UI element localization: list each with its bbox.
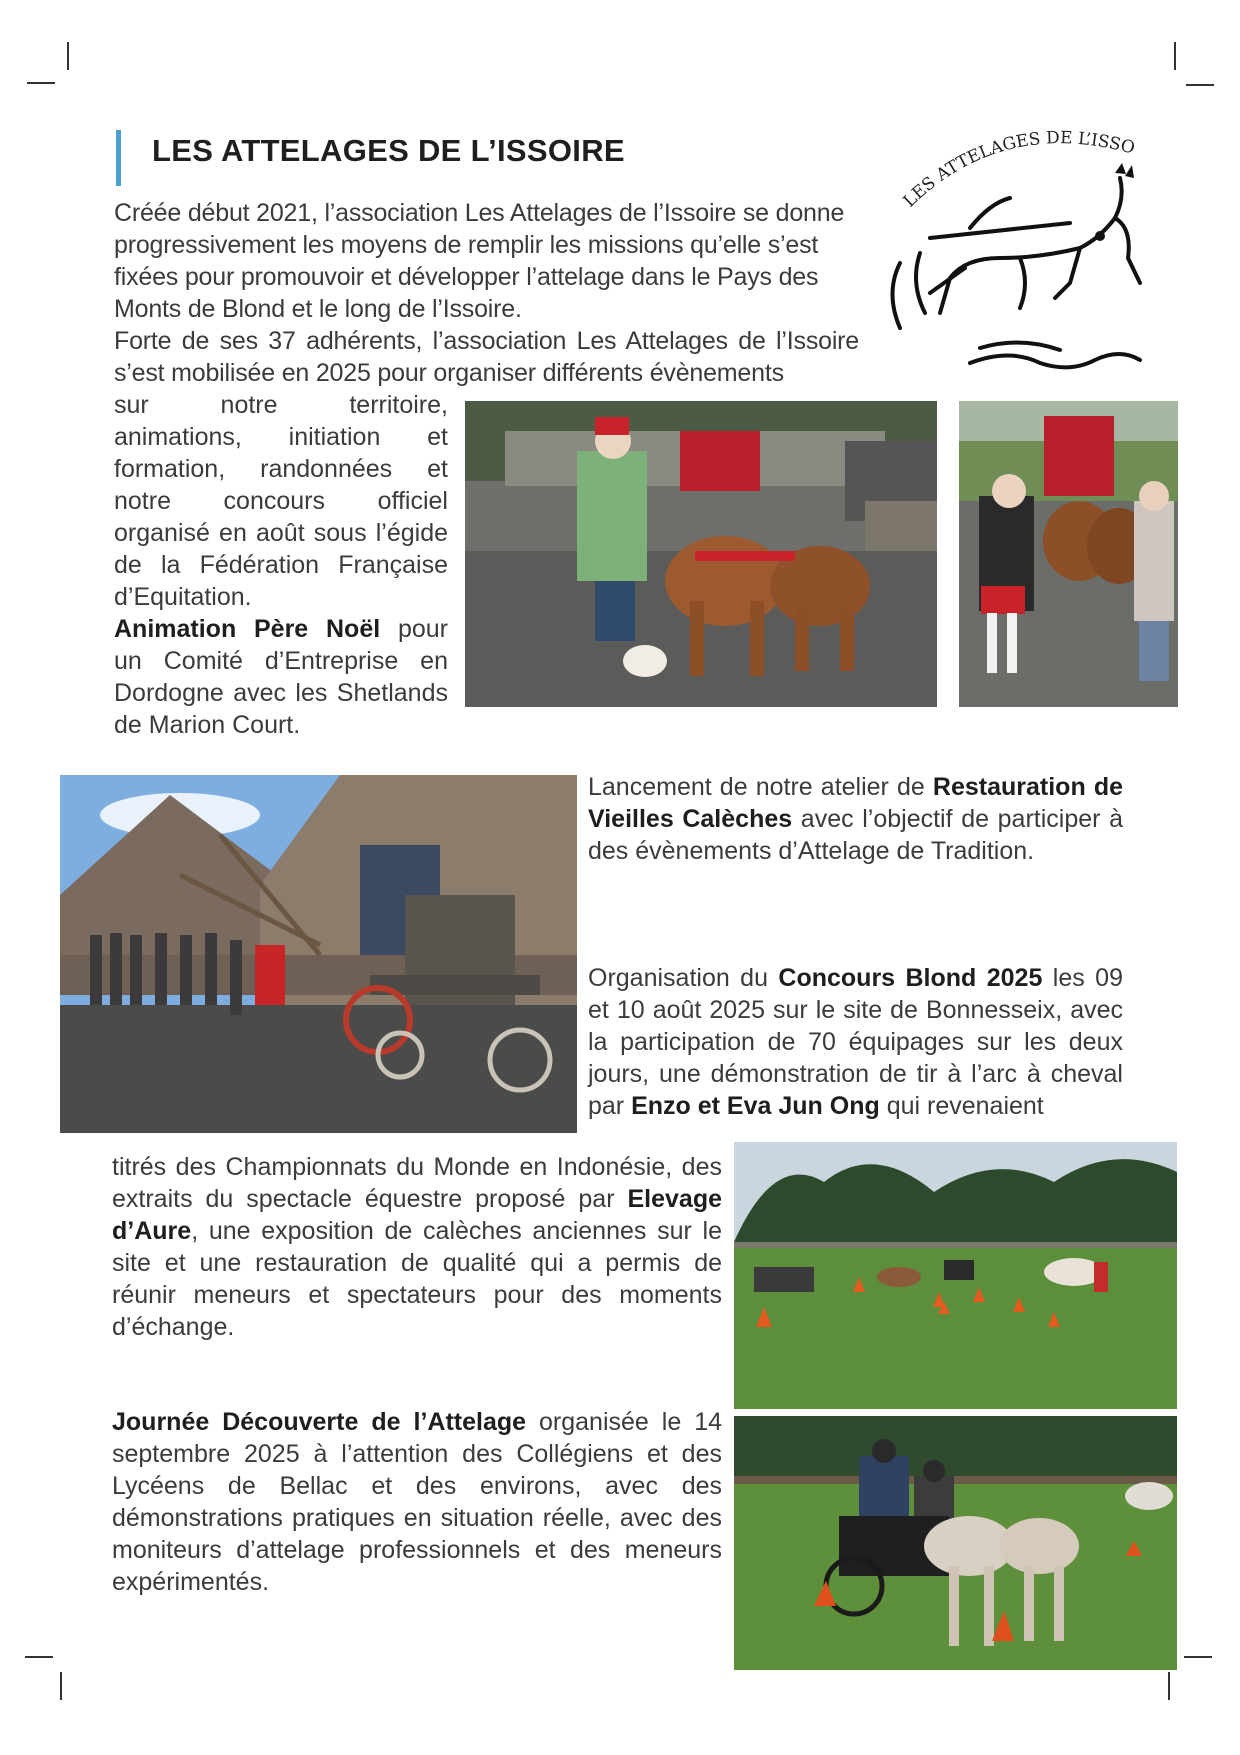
concours-heading: Concours Blond 2025 xyxy=(778,964,1043,992)
titres-paragraph xyxy=(112,1151,722,1343)
page-title: LES ATTELAGES DE L’ISSOIRE xyxy=(152,133,625,168)
photo-journee-decouverte xyxy=(734,1416,1177,1670)
titres-text: , une exposition de calèches anciennes sur le site et une restauration de qualité qui a permis de réunir meneurs et spectateurs pour des moments d’échange. xyxy=(112,1217,722,1341)
intro-paragraph-2-continued: sur notre territoire, animations, initiation et formation, randonnées et notre concours officiel organisé en août sous l’égide de la Fédération Française d’Equitation. xyxy=(114,391,448,611)
journee-heading: Journée Découverte de l’Attelage xyxy=(112,1408,527,1436)
svg-text:LES ATTELAGES DE L’ISSOIRE xyxy=(870,108,1137,211)
intro-paragraph-2: Forte de ses 37 adhérents, l’association Les Attelages de l’Issoire s’est mobilisée en 2025 pour organiser différents évènements xyxy=(114,327,859,387)
crop-mark xyxy=(60,1672,62,1700)
crop-mark xyxy=(27,82,55,84)
concours-text: les 09 et 10 août 2025 sur le site de Bonnesseix, avec la participation de 70 équipages sur les deux jours, une démonstration de tir à l’arc à cheval par xyxy=(588,964,1123,1120)
concours-text-end: qui revenaient xyxy=(879,1092,1044,1120)
noel-paragraph xyxy=(114,613,448,741)
crop-mark xyxy=(1174,42,1176,70)
restauration-heading: Restauration de Vieilles Calèches xyxy=(588,773,1123,833)
restauration-text: avec l’objectif de participer à des évènements d’Attelage de Tradition. xyxy=(588,805,1123,865)
photo-children-ponies xyxy=(959,401,1178,707)
photo-concours-terrain xyxy=(734,1142,1177,1409)
journee-paragraph xyxy=(112,1406,722,1598)
noel-heading: Animation Père Noël xyxy=(114,615,381,643)
concours-text-pre: Organisation du xyxy=(588,964,779,992)
crop-mark xyxy=(1186,84,1214,86)
crop-mark xyxy=(25,1656,53,1658)
restauration-text-pre: Lancement de notre atelier de xyxy=(588,773,933,801)
photo-vieilles-caleches xyxy=(60,775,577,1133)
crop-mark xyxy=(67,42,69,70)
concours-paragraph xyxy=(588,962,1123,1122)
crop-mark xyxy=(1168,1672,1170,1700)
logo-lettering: LES ATTELAGES DE L’ISSO xyxy=(899,128,1137,212)
crop-mark xyxy=(1184,1656,1212,1658)
restauration-paragraph xyxy=(588,771,1123,867)
horse-carriage-logo-icon xyxy=(870,108,1160,378)
concours-archers: Enzo et Eva Jun Ong xyxy=(631,1092,880,1120)
noel-text: pour un Comité d’Entreprise en Dordogne avec les Shetlands de Marion Court. xyxy=(114,615,448,739)
title-accent-bar xyxy=(116,130,121,186)
intro-paragraph: Créée début 2021, l’association Les Attelages de l’Issoire se donne progressivement les moyens de remplir les missions qu’elle s’est fixées pour promouvoir et développer l’attelage dans le Pays des Monts de Blond et le long de l’Issoire. xyxy=(114,199,845,323)
titres-text-pre: titrés des Championnats du Monde en Indonésie, des extraits du spectacle équestre proposé par xyxy=(112,1153,722,1213)
titres-elevage: Elevage d’Aure xyxy=(112,1185,722,1245)
photo-pere-noel-shetlands xyxy=(465,401,937,707)
association-logo xyxy=(870,108,1160,378)
journee-text: organisée le 14 septembre 2025 à l’attention des Collégiens et des Lycéens de Bellac et des environs, avec des démonstrations pratiques en situation réelle, avec des moniteurs d’attelage professionnels et des meneurs expérimentés. xyxy=(112,1408,722,1596)
